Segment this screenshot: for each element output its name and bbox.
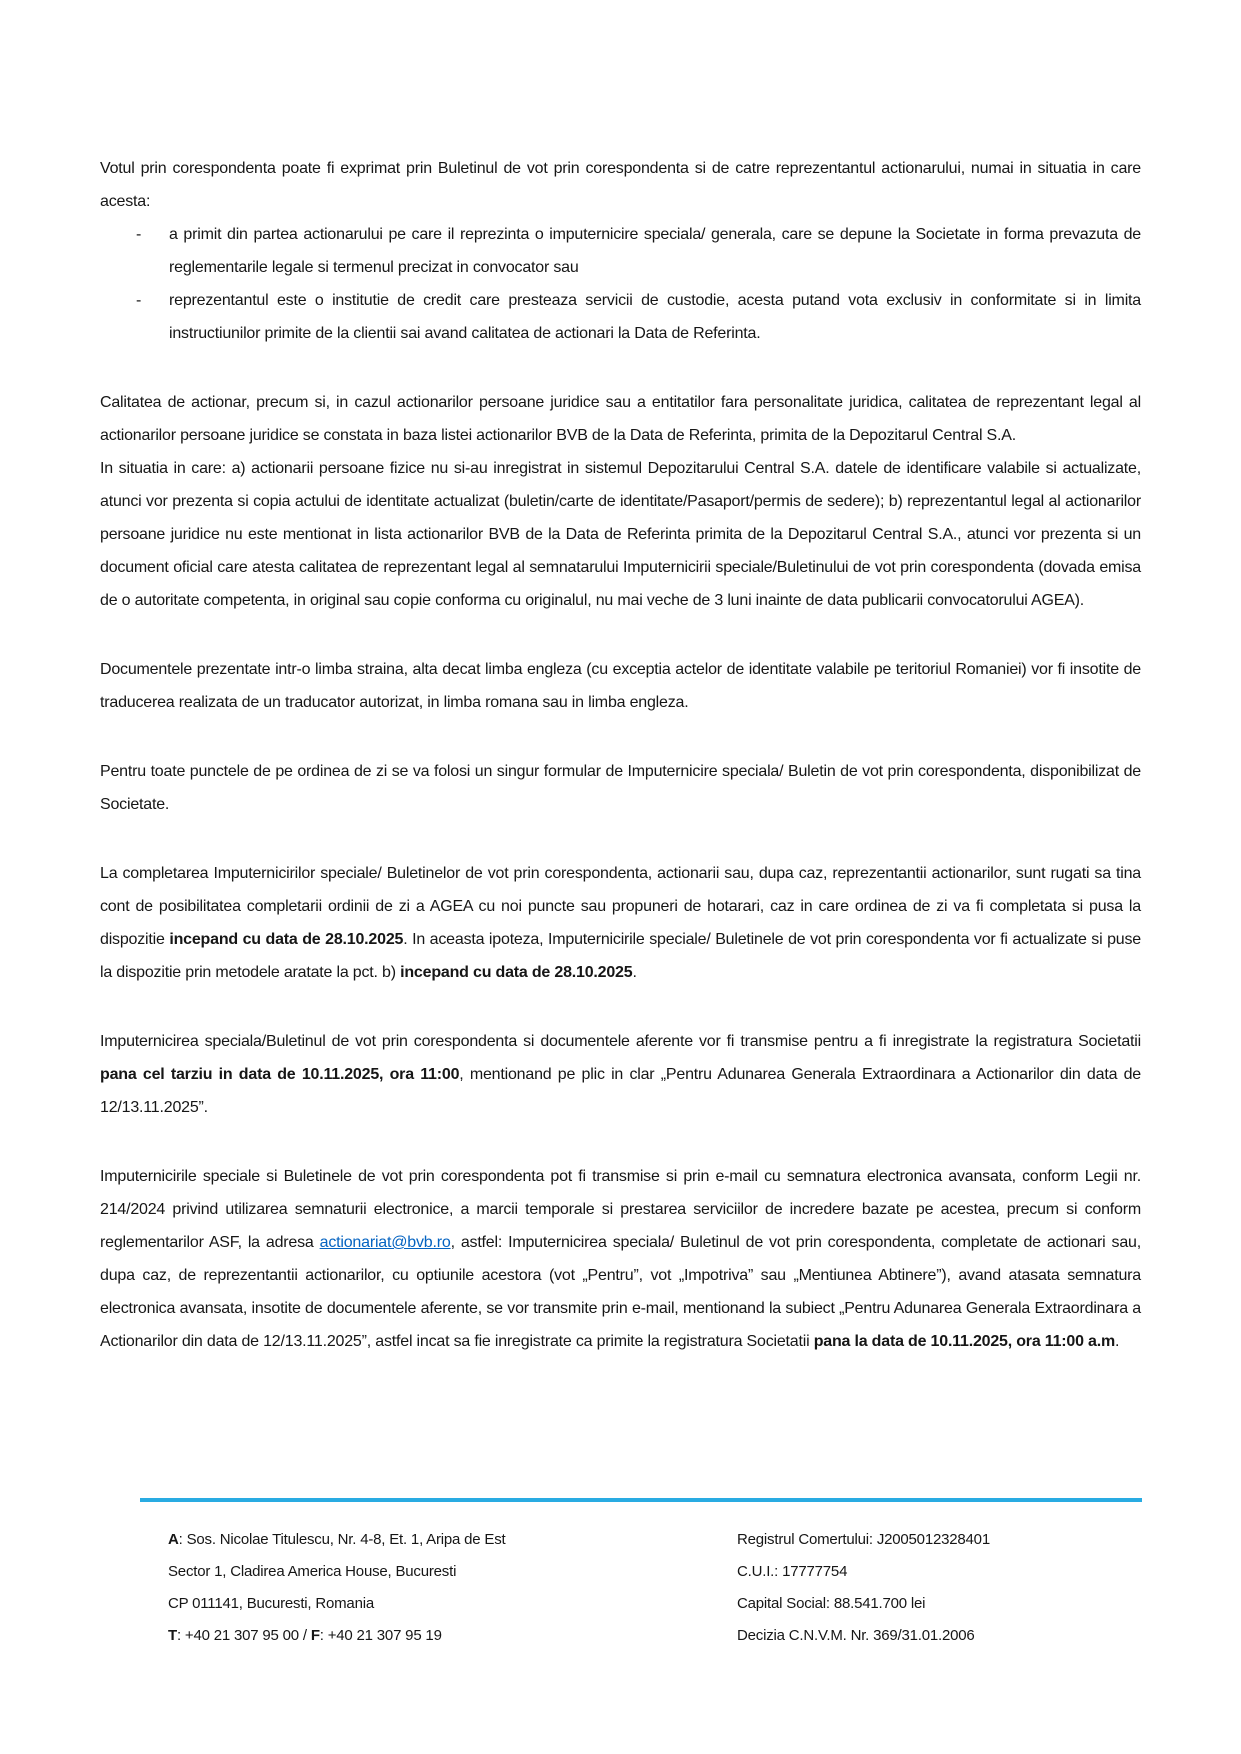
paragraph <box>100 386 1141 452</box>
bullet-item <box>100 218 1141 284</box>
text-run: a primit din partea actionarului pe care il reprezinta o imputernicire speciala/ generala, care se depune la Societate in forma prevazuta de reglementarile legale si termenul precizat in convocator sau <box>169 226 1141 276</box>
bullet-text <box>169 284 1141 350</box>
bullet-marker: - <box>136 226 142 243</box>
bold-text: incepand cu data de 28.10.2025 <box>169 931 404 948</box>
bold-text: F <box>310 1627 320 1644</box>
paragraph <box>100 755 1141 821</box>
text-run: . In aceasta ipoteza, Imputernicirile speciale/ Buletinele de vot prin corespondenta vor fi actualizate si puse la dispozitie prin metodele aratate la pct. b) <box>100 931 1141 981</box>
bullet-item <box>100 284 1141 350</box>
email-link[interactable]: actionariat@bvb.ro <box>319 1234 451 1251</box>
bold-text: incepand cu data de 28.10.2025 <box>400 964 633 981</box>
footer-line <box>168 1620 688 1652</box>
footer-line <box>737 1620 1157 1652</box>
text-run: Pentru toate punctele de pe ordinea de zi se va folosi un singur formular de Imputernicire speciala/ Buletin de vot prin corespondenta, disponibilizat de Societate. <box>100 763 1141 813</box>
text-run: : Sos. Nicolae Titulescu, Nr. 4-8, Et. 1, Aripa de Est <box>178 1531 506 1548</box>
footer-line <box>737 1556 1157 1588</box>
bold-text: pana cel tarziu in data de 10.11.2025, ora 11:00 <box>100 1066 460 1083</box>
text-run: Capital Social: 88.541.700 lei <box>737 1595 926 1612</box>
paragraph <box>100 1160 1141 1358</box>
document-body <box>100 152 1141 1358</box>
footer-line <box>737 1588 1157 1620</box>
bullet-marker: - <box>136 292 142 309</box>
text-run: Imputernicirea speciala/Buletinul de vot prin corespondenta si documentele aferente vor fi transmise pentru a fi inregistrate la registratura Societatii <box>100 1033 1141 1050</box>
bold-text: T <box>168 1627 177 1644</box>
paragraph <box>100 1025 1141 1124</box>
footer-line <box>737 1524 1157 1556</box>
text-run: In situatia in care: a) actionarii persoane fizice nu si-au inregistrat in sistemul Depozitarului Central S.A. datele de identificare valabile si actualizate, atunci vor prezenta si copia actului de identitate actualizat (buletin/carte de identitate/Pasaport/permis de sedere); b) reprezentantul legal al actionarilor persoane juridice nu este mentionat in lista actionarilor BVB de la Data de Referinta primita de la Depozitarul Central S.A., atunci vor prezenta si un document oficial care atesta calitatea de reprezentant legal al semnatarului Imputernicirii speciale/Buletinului de vot prin corespondenta (dovada emisa de o autoritate competenta, in original sau copie conforma cu originalul, nu mai veche de 3 luni inainte de data publicarii convocatorului AGEA). <box>100 460 1141 609</box>
bullet-text <box>169 218 1141 284</box>
paragraph <box>100 152 1141 218</box>
text-run: : +40 21 307 95 19 <box>319 1627 442 1644</box>
footer-line <box>168 1556 688 1588</box>
footer-registry-block <box>737 1524 1157 1652</box>
text-run: Imputernicirile speciale si Buletinele de vot prin corespondenta pot fi transmise si prin e-mail cu semnatura electronica avansata, conform Legii nr. 214/2024 privind utilizarea semnaturii electronice, a marcii temporale si prestarea serviciilor de incredere bazate pe acestea, precum si conform reglementarilor ASF, la adresa <box>100 1168 1141 1251</box>
text-run: : +40 21 307 95 00 / <box>176 1627 311 1644</box>
text-run: C.U.I.: 17777754 <box>737 1563 848 1580</box>
text-run: La completarea Imputernicirilor speciale/ Buletinelor de vot prin corespondenta, actionarii sau, dupa caz, reprezentantii actionarilor, sunt rugati sa tina cont de posibilitatea completarii ordinii de zi a AGEA cu noi puncte sau propuneri de hotarari, caz in care ordinea de zi va fi completata si pusa la dispozitie <box>100 865 1141 948</box>
footer-address-block <box>168 1524 688 1652</box>
text-run: CP 011141, Bucuresti, Romania <box>168 1595 374 1612</box>
text-run: Sector 1, Cladirea America House, Bucuresti <box>168 1563 457 1580</box>
footer-line <box>168 1524 688 1556</box>
text-run: Calitatea de actionar, precum si, in cazul actionarilor persoane juridice sau a entitatilor fara personalitate juridica, calitatea de reprezentant legal al actionarilor persoane juridice se constata in baza listei actionarilor BVB de la Data de Referinta, primita de la Depozitarul Central S.A. <box>100 394 1141 444</box>
paragraph <box>100 857 1141 989</box>
bold-text: pana la data de 10.11.2025, ora 11:00 a.m <box>813 1333 1116 1350</box>
footer-separator-line <box>140 1498 1142 1502</box>
text-run: Votul prin corespondenta poate fi exprimat prin Buletinul de vot prin corespondenta si de catre reprezentantul actionarului, numai in situatia in care acesta: <box>100 160 1141 210</box>
paragraph <box>100 653 1141 719</box>
text-run: , mentionand pe plic in clar „Pentru Adunarea Generala Extraordinara a Actionarilor din data de 12/13.11.2025”. <box>100 1066 1141 1116</box>
bold-text: A <box>168 1531 179 1548</box>
footer-line <box>168 1588 688 1620</box>
text-run: Documentele prezentate intr-o limba straina, alta decat limba engleza (cu exceptia actelor de identitate valabile pe teritoriul Romaniei) vor fi insotite de traducerea realizata de un traducator autorizat, in limba romana sau in limba engleza. <box>100 661 1141 711</box>
text-run: Decizia C.N.V.M. Nr. 369/31.01.2006 <box>737 1627 975 1644</box>
text-run: . <box>632 964 637 981</box>
text-run: . <box>1115 1333 1120 1350</box>
text-run: , astfel: Imputernicirea speciala/ Buletinul de vot prin corespondenta, completate de actionari sau, dupa caz, de reprezentantii actionarilor, cu optiunile acestora (vot „Pentru”, vot „Impotriva” sau „Mentiunea Abtinere”), avand atasata semnatura electronica avansata, insotite de documentele aferente, se vor transmite prin e-mail, mentionand la subiect „Pentru Adunarea Generala Extraordinara a Actionarilor din data de 12/13.11.2025”, astfel incat sa fie inregistrate ca primite la registratura Societatii <box>100 1234 1141 1350</box>
paragraph <box>100 452 1141 617</box>
text-run: Registrul Comertului: J2005012328401 <box>737 1531 990 1548</box>
text-run: reprezentantul este o institutie de credit care presteaza servicii de custodie, acesta putand vota exclusiv in conformitate si in limita instructiunilor primite de la clientii sai avand calitatea de actionari la Data de Referinta. <box>169 292 1141 342</box>
